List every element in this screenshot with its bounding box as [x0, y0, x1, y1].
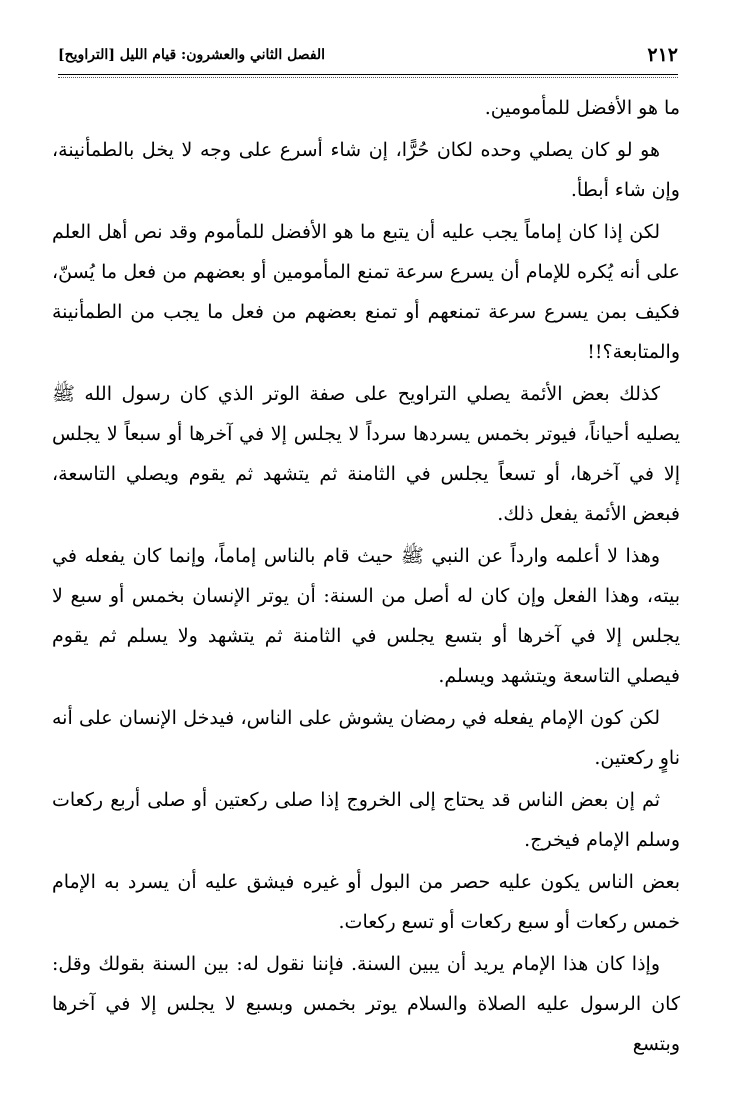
paragraph: وهذا لا أعلمه وارداً عن النبي ﷺ حيث قام بالناس إماماً، وإنما كان يفعله في بيته، وهذا الفعل وإن كان له أصل من السنة: أن يوتر الإنسان بخمس أو سبع لا يجلس إلا في آخرها أو بتسع يجلس في الثامنة ثم يتشهد ولا يسلم ثم يقوم فيصلي التاسعة ويتشهد ويسلم.	[52, 545, 680, 687]
header-rule	[58, 74, 678, 75]
paragraph: بعض الناس يكون عليه حصر من البول أو غيره فيشق عليه أن يسرد به الإمام خمس ركعات أو سبع ركعات أو تسع ركعات.	[52, 871, 680, 933]
paragraph: لكن إذا كان إماماً يجب عليه أن يتبع ما هو الأفضل للمأموم وقد نص أهل العلم على أنه يُكره للإمام أن يسرع سرعة تمنع المأمومين أو بعضهم من فعل ما يُسنّ، فكيف بمن يسرع سرعة تمنعهم أو تمنع بعضهم من فعل ما يجب من الطمأنينة والمتابعة؟!!	[52, 221, 680, 363]
page-header	[58, 38, 678, 72]
header-rule-dotted	[58, 77, 678, 78]
paragraph: ما هو الأفضل للمأمومين.	[484, 97, 680, 119]
paragraph: ثم إن بعض الناس قد يحتاج إلى الخروج إذا صلى ركعتين أو صلى أربع ركعات وسلم الإمام فيخرج.	[52, 789, 680, 851]
page-number: ٢١٢	[647, 44, 678, 66]
running-title: الفصل الثاني والعشرون: قيام الليل [التراويح]	[58, 47, 326, 63]
paragraph: هو لو كان يصلي وحده لكان حُرًّا، إن شاء أسرع على وجه لا يخل بالطمأنينة، وإن شاء أبطأ.	[52, 139, 680, 201]
paragraph: وإذا كان هذا الإمام يريد أن يبين السنة. فإننا نقول له: بين السنة بقولك وقل: كان الرسول عليه الصلاة والسلام يوتر بخمس وبسبع لا يجلس إلا في آخرها وبتسع	[52, 953, 680, 1055]
paragraph: كذلك بعض الأئمة يصلي التراويح على صفة الوتر الذي كان رسول الله ﷺ يصليه أحياناً، فيوتر بخمس يسردها سرداً لا يجلس إلا في آخرها أو سبعاً لا يجلس إلا في آخرها، أو تسعاً يجلس في الثامنة ثم يتشهد ثم يقوم ويصلي التاسعة، فبعض الأئمة يفعل ذلك.	[52, 383, 680, 525]
paragraph: لكن كون الإمام يفعله في رمضان يشوش على الناس، فيدخل الإنسان على أنه ناوٍ ركعتين.	[52, 707, 680, 769]
body-text	[52, 88, 680, 1066]
